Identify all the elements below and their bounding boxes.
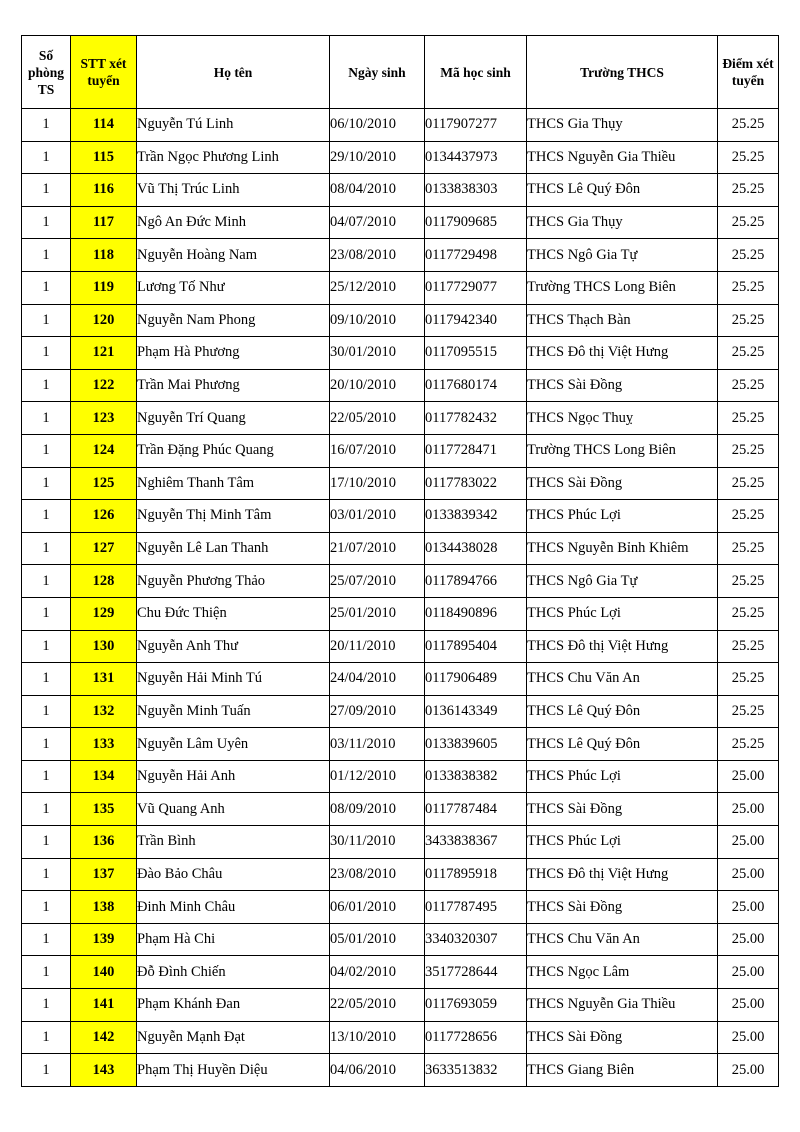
stt-cell: 123 xyxy=(71,402,137,435)
table-row xyxy=(22,695,779,728)
student-code-cell: 0117895918 xyxy=(425,858,527,891)
dob-cell: 25/01/2010 xyxy=(330,597,425,630)
room-cell: 1 xyxy=(22,206,71,239)
table-row xyxy=(22,630,779,663)
student-code-cell: 0133839342 xyxy=(425,500,527,533)
dob-cell: 17/10/2010 xyxy=(330,467,425,500)
room-cell: 1 xyxy=(22,239,71,272)
stt-cell: 122 xyxy=(71,369,137,402)
school-cell: THCS Lê Quý Đôn xyxy=(527,174,718,207)
school-cell: Trường THCS Long Biên xyxy=(527,434,718,467)
school-cell: THCS Chu Văn An xyxy=(527,663,718,696)
score-cell: 25.25 xyxy=(718,565,779,598)
student-code-cell: 0117729077 xyxy=(425,271,527,304)
table-row xyxy=(22,793,779,826)
score-cell: 25.00 xyxy=(718,1054,779,1087)
student-code-cell: 0117783022 xyxy=(425,467,527,500)
score-cell: 25.25 xyxy=(718,663,779,696)
room-cell: 1 xyxy=(22,174,71,207)
stt-cell: 131 xyxy=(71,663,137,696)
student-code-cell: 0133839605 xyxy=(425,728,527,761)
table-row xyxy=(22,174,779,207)
name-cell: Trần Mai Phương xyxy=(137,369,330,402)
student-code-cell: 0117728471 xyxy=(425,434,527,467)
name-cell: Trần Đặng Phúc Quang xyxy=(137,434,330,467)
name-cell: Phạm Khánh Đan xyxy=(137,989,330,1022)
table-row xyxy=(22,760,779,793)
header-room: Số phòng TS xyxy=(22,36,71,109)
student-code-cell: 0117787495 xyxy=(425,891,527,924)
stt-cell: 121 xyxy=(71,337,137,370)
score-cell: 25.25 xyxy=(718,239,779,272)
dob-cell: 29/10/2010 xyxy=(330,141,425,174)
school-cell: THCS Phúc Lợi xyxy=(527,597,718,630)
header-student-code: Mã học sinh xyxy=(425,36,527,109)
school-cell: THCS Thạch Bàn xyxy=(527,304,718,337)
score-cell: 25.25 xyxy=(718,434,779,467)
room-cell: 1 xyxy=(22,434,71,467)
school-cell: THCS Phúc Lợi xyxy=(527,760,718,793)
stt-cell: 125 xyxy=(71,467,137,500)
dob-cell: 30/01/2010 xyxy=(330,337,425,370)
dob-cell: 08/09/2010 xyxy=(330,793,425,826)
room-cell: 1 xyxy=(22,728,71,761)
table-row xyxy=(22,434,779,467)
name-cell: Lương Tố Như xyxy=(137,271,330,304)
score-cell: 25.25 xyxy=(718,271,779,304)
table-row xyxy=(22,728,779,761)
name-cell: Nguyễn Hải Anh xyxy=(137,760,330,793)
name-cell: Phạm Hà Chi xyxy=(137,923,330,956)
dob-cell: 24/04/2010 xyxy=(330,663,425,696)
room-cell: 1 xyxy=(22,989,71,1022)
table-row xyxy=(22,532,779,565)
school-cell: Trường THCS Long Biên xyxy=(527,271,718,304)
name-cell: Nguyễn Tú Linh xyxy=(137,109,330,142)
stt-cell: 119 xyxy=(71,271,137,304)
student-code-cell: 0117787484 xyxy=(425,793,527,826)
table-row xyxy=(22,206,779,239)
table-row xyxy=(22,923,779,956)
dob-cell: 25/12/2010 xyxy=(330,271,425,304)
name-cell: Nguyễn Thị Minh Tâm xyxy=(137,500,330,533)
name-cell: Vũ Quang Anh xyxy=(137,793,330,826)
name-cell: Nguyễn Nam Phong xyxy=(137,304,330,337)
name-cell: Nguyễn Lâm Uyên xyxy=(137,728,330,761)
admission-roster-table xyxy=(21,35,779,1087)
name-cell: Nguyễn Phương Thảo xyxy=(137,565,330,598)
table-row xyxy=(22,1054,779,1087)
student-code-cell: 0134438028 xyxy=(425,532,527,565)
school-cell: THCS Phúc Lợi xyxy=(527,500,718,533)
student-code-cell: 0117728656 xyxy=(425,1021,527,1054)
room-cell: 1 xyxy=(22,663,71,696)
stt-cell: 140 xyxy=(71,956,137,989)
name-cell: Nguyễn Lê Lan Thanh xyxy=(137,532,330,565)
student-code-cell: 0134437973 xyxy=(425,141,527,174)
room-cell: 1 xyxy=(22,891,71,924)
stt-cell: 124 xyxy=(71,434,137,467)
score-cell: 25.00 xyxy=(718,891,779,924)
school-cell: THCS Sài Đồng xyxy=(527,369,718,402)
room-cell: 1 xyxy=(22,271,71,304)
room-cell: 1 xyxy=(22,1021,71,1054)
student-code-cell: 0117693059 xyxy=(425,989,527,1022)
school-cell: THCS Ngô Gia Tự xyxy=(527,239,718,272)
score-cell: 25.25 xyxy=(718,174,779,207)
stt-cell: 137 xyxy=(71,858,137,891)
dob-cell: 04/06/2010 xyxy=(330,1054,425,1087)
stt-cell: 117 xyxy=(71,206,137,239)
score-cell: 25.25 xyxy=(718,532,779,565)
table-row xyxy=(22,826,779,859)
name-cell: Vũ Thị Trúc Linh xyxy=(137,174,330,207)
dob-cell: 27/09/2010 xyxy=(330,695,425,728)
table-row xyxy=(22,109,779,142)
name-cell: Đinh Minh Châu xyxy=(137,891,330,924)
name-cell: Nguyễn Minh Tuấn xyxy=(137,695,330,728)
school-cell: THCS Gia Thụy xyxy=(527,206,718,239)
school-cell: THCS Chu Văn An xyxy=(527,923,718,956)
dob-cell: 13/10/2010 xyxy=(330,1021,425,1054)
room-cell: 1 xyxy=(22,760,71,793)
dob-cell: 06/10/2010 xyxy=(330,109,425,142)
dob-cell: 03/01/2010 xyxy=(330,500,425,533)
dob-cell: 03/11/2010 xyxy=(330,728,425,761)
header-school: Trường THCS xyxy=(527,36,718,109)
dob-cell: 16/07/2010 xyxy=(330,434,425,467)
student-code-cell: 0117894766 xyxy=(425,565,527,598)
dob-cell: 01/12/2010 xyxy=(330,760,425,793)
stt-cell: 118 xyxy=(71,239,137,272)
room-cell: 1 xyxy=(22,956,71,989)
room-cell: 1 xyxy=(22,630,71,663)
dob-cell: 20/11/2010 xyxy=(330,630,425,663)
student-code-cell: 0133838382 xyxy=(425,760,527,793)
room-cell: 1 xyxy=(22,858,71,891)
table-row xyxy=(22,304,779,337)
dob-cell: 09/10/2010 xyxy=(330,304,425,337)
student-code-cell: 3517728644 xyxy=(425,956,527,989)
room-cell: 1 xyxy=(22,304,71,337)
stt-cell: 126 xyxy=(71,500,137,533)
school-cell: THCS Nguyễn Bỉnh Khiêm xyxy=(527,532,718,565)
dob-cell: 30/11/2010 xyxy=(330,826,425,859)
room-cell: 1 xyxy=(22,1054,71,1087)
dob-cell: 23/08/2010 xyxy=(330,239,425,272)
score-cell: 25.00 xyxy=(718,1021,779,1054)
student-code-cell: 0117906489 xyxy=(425,663,527,696)
stt-cell: 128 xyxy=(71,565,137,598)
name-cell: Nguyễn Hoàng Nam xyxy=(137,239,330,272)
score-cell: 25.00 xyxy=(718,923,779,956)
room-cell: 1 xyxy=(22,467,71,500)
school-cell: THCS Sài Đồng xyxy=(527,891,718,924)
name-cell: Ngô An Đức Minh xyxy=(137,206,330,239)
room-cell: 1 xyxy=(22,141,71,174)
dob-cell: 06/01/2010 xyxy=(330,891,425,924)
score-cell: 25.25 xyxy=(718,500,779,533)
student-code-cell: 0117942340 xyxy=(425,304,527,337)
student-code-cell: 3433838367 xyxy=(425,826,527,859)
stt-cell: 139 xyxy=(71,923,137,956)
table-row xyxy=(22,467,779,500)
stt-cell: 142 xyxy=(71,1021,137,1054)
name-cell: Trần Bình xyxy=(137,826,330,859)
name-cell: Đào Bảo Châu xyxy=(137,858,330,891)
table-row xyxy=(22,989,779,1022)
room-cell: 1 xyxy=(22,565,71,598)
table-header xyxy=(22,36,779,109)
table-row xyxy=(22,402,779,435)
header-row xyxy=(22,36,779,109)
school-cell: THCS Nguyễn Gia Thiều xyxy=(527,141,718,174)
name-cell: Nguyễn Mạnh Đạt xyxy=(137,1021,330,1054)
score-cell: 25.25 xyxy=(718,109,779,142)
room-cell: 1 xyxy=(22,337,71,370)
stt-cell: 115 xyxy=(71,141,137,174)
room-cell: 1 xyxy=(22,369,71,402)
dob-cell: 04/07/2010 xyxy=(330,206,425,239)
school-cell: THCS Phúc Lợi xyxy=(527,826,718,859)
dob-cell: 22/05/2010 xyxy=(330,989,425,1022)
dob-cell: 25/07/2010 xyxy=(330,565,425,598)
name-cell: Nghiêm Thanh Tâm xyxy=(137,467,330,500)
name-cell: Trần Ngọc Phương Linh xyxy=(137,141,330,174)
header-score: Điểm xét tuyển xyxy=(718,36,779,109)
school-cell: THCS Đô thị Việt Hưng xyxy=(527,337,718,370)
room-cell: 1 xyxy=(22,826,71,859)
score-cell: 25.25 xyxy=(718,337,779,370)
student-code-cell: 0117095515 xyxy=(425,337,527,370)
table-row xyxy=(22,271,779,304)
student-code-cell: 0117909685 xyxy=(425,206,527,239)
name-cell: Phạm Hà Phương xyxy=(137,337,330,370)
score-cell: 25.00 xyxy=(718,858,779,891)
student-code-cell: 0117782432 xyxy=(425,402,527,435)
score-cell: 25.00 xyxy=(718,793,779,826)
student-code-cell: 0117729498 xyxy=(425,239,527,272)
school-cell: THCS Lê Quý Đôn xyxy=(527,728,718,761)
student-code-cell: 3633513832 xyxy=(425,1054,527,1087)
score-cell: 25.25 xyxy=(718,369,779,402)
header-stt: STT xét tuyển xyxy=(71,36,137,109)
score-cell: 25.00 xyxy=(718,956,779,989)
school-cell: THCS Sài Đồng xyxy=(527,467,718,500)
school-cell: THCS Sài Đồng xyxy=(527,1021,718,1054)
score-cell: 25.00 xyxy=(718,760,779,793)
room-cell: 1 xyxy=(22,793,71,826)
score-cell: 25.00 xyxy=(718,989,779,1022)
score-cell: 25.25 xyxy=(718,467,779,500)
school-cell: THCS Gia Thụy xyxy=(527,109,718,142)
stt-cell: 136 xyxy=(71,826,137,859)
room-cell: 1 xyxy=(22,500,71,533)
table-row xyxy=(22,1021,779,1054)
table-row xyxy=(22,141,779,174)
stt-cell: 129 xyxy=(71,597,137,630)
stt-cell: 114 xyxy=(71,109,137,142)
name-cell: Chu Đức Thiện xyxy=(137,597,330,630)
school-cell: THCS Giang Biên xyxy=(527,1054,718,1087)
student-code-cell: 0117680174 xyxy=(425,369,527,402)
table-row xyxy=(22,858,779,891)
school-cell: THCS Đô thị Việt Hưng xyxy=(527,630,718,663)
table-row xyxy=(22,891,779,924)
score-cell: 25.25 xyxy=(718,206,779,239)
stt-cell: 133 xyxy=(71,728,137,761)
room-cell: 1 xyxy=(22,532,71,565)
dob-cell: 20/10/2010 xyxy=(330,369,425,402)
student-code-cell: 0133838303 xyxy=(425,174,527,207)
score-cell: 25.25 xyxy=(718,728,779,761)
stt-cell: 135 xyxy=(71,793,137,826)
table-body xyxy=(22,109,779,1087)
table-row xyxy=(22,500,779,533)
table-row xyxy=(22,565,779,598)
room-cell: 1 xyxy=(22,923,71,956)
dob-cell: 22/05/2010 xyxy=(330,402,425,435)
table-row xyxy=(22,369,779,402)
header-name: Họ tên xyxy=(137,36,330,109)
stt-cell: 141 xyxy=(71,989,137,1022)
table-row xyxy=(22,956,779,989)
school-cell: THCS Đô thị Việt Hưng xyxy=(527,858,718,891)
school-cell: THCS Ngọc Lâm xyxy=(527,956,718,989)
table-row xyxy=(22,337,779,370)
score-cell: 25.25 xyxy=(718,630,779,663)
stt-cell: 120 xyxy=(71,304,137,337)
name-cell: Nguyễn Trí Quang xyxy=(137,402,330,435)
stt-cell: 138 xyxy=(71,891,137,924)
header-dob: Ngày sinh xyxy=(330,36,425,109)
name-cell: Nguyễn Anh Thư xyxy=(137,630,330,663)
score-cell: 25.25 xyxy=(718,597,779,630)
table-row xyxy=(22,597,779,630)
table-row xyxy=(22,663,779,696)
dob-cell: 08/04/2010 xyxy=(330,174,425,207)
score-cell: 25.25 xyxy=(718,141,779,174)
dob-cell: 21/07/2010 xyxy=(330,532,425,565)
stt-cell: 130 xyxy=(71,630,137,663)
score-cell: 25.25 xyxy=(718,304,779,337)
name-cell: Phạm Thị Huyền Diệu xyxy=(137,1054,330,1087)
school-cell: THCS Ngọc Thuỵ xyxy=(527,402,718,435)
name-cell: Nguyễn Hải Minh Tú xyxy=(137,663,330,696)
school-cell: THCS Nguyễn Gia Thiều xyxy=(527,989,718,1022)
school-cell: THCS Ngô Gia Tự xyxy=(527,565,718,598)
table-row xyxy=(22,239,779,272)
school-cell: THCS Sài Đồng xyxy=(527,793,718,826)
room-cell: 1 xyxy=(22,402,71,435)
student-code-cell: 0117907277 xyxy=(425,109,527,142)
stt-cell: 116 xyxy=(71,174,137,207)
room-cell: 1 xyxy=(22,695,71,728)
student-code-cell: 0118490896 xyxy=(425,597,527,630)
room-cell: 1 xyxy=(22,597,71,630)
score-cell: 25.25 xyxy=(718,695,779,728)
score-cell: 25.25 xyxy=(718,402,779,435)
student-code-cell: 0136143349 xyxy=(425,695,527,728)
stt-cell: 132 xyxy=(71,695,137,728)
school-cell: THCS Lê Quý Đôn xyxy=(527,695,718,728)
student-code-cell: 0117895404 xyxy=(425,630,527,663)
student-code-cell: 3340320307 xyxy=(425,923,527,956)
room-cell: 1 xyxy=(22,109,71,142)
dob-cell: 05/01/2010 xyxy=(330,923,425,956)
stt-cell: 127 xyxy=(71,532,137,565)
dob-cell: 04/02/2010 xyxy=(330,956,425,989)
name-cell: Đỗ Đình Chiến xyxy=(137,956,330,989)
dob-cell: 23/08/2010 xyxy=(330,858,425,891)
stt-cell: 143 xyxy=(71,1054,137,1087)
stt-cell: 134 xyxy=(71,760,137,793)
score-cell: 25.00 xyxy=(718,826,779,859)
